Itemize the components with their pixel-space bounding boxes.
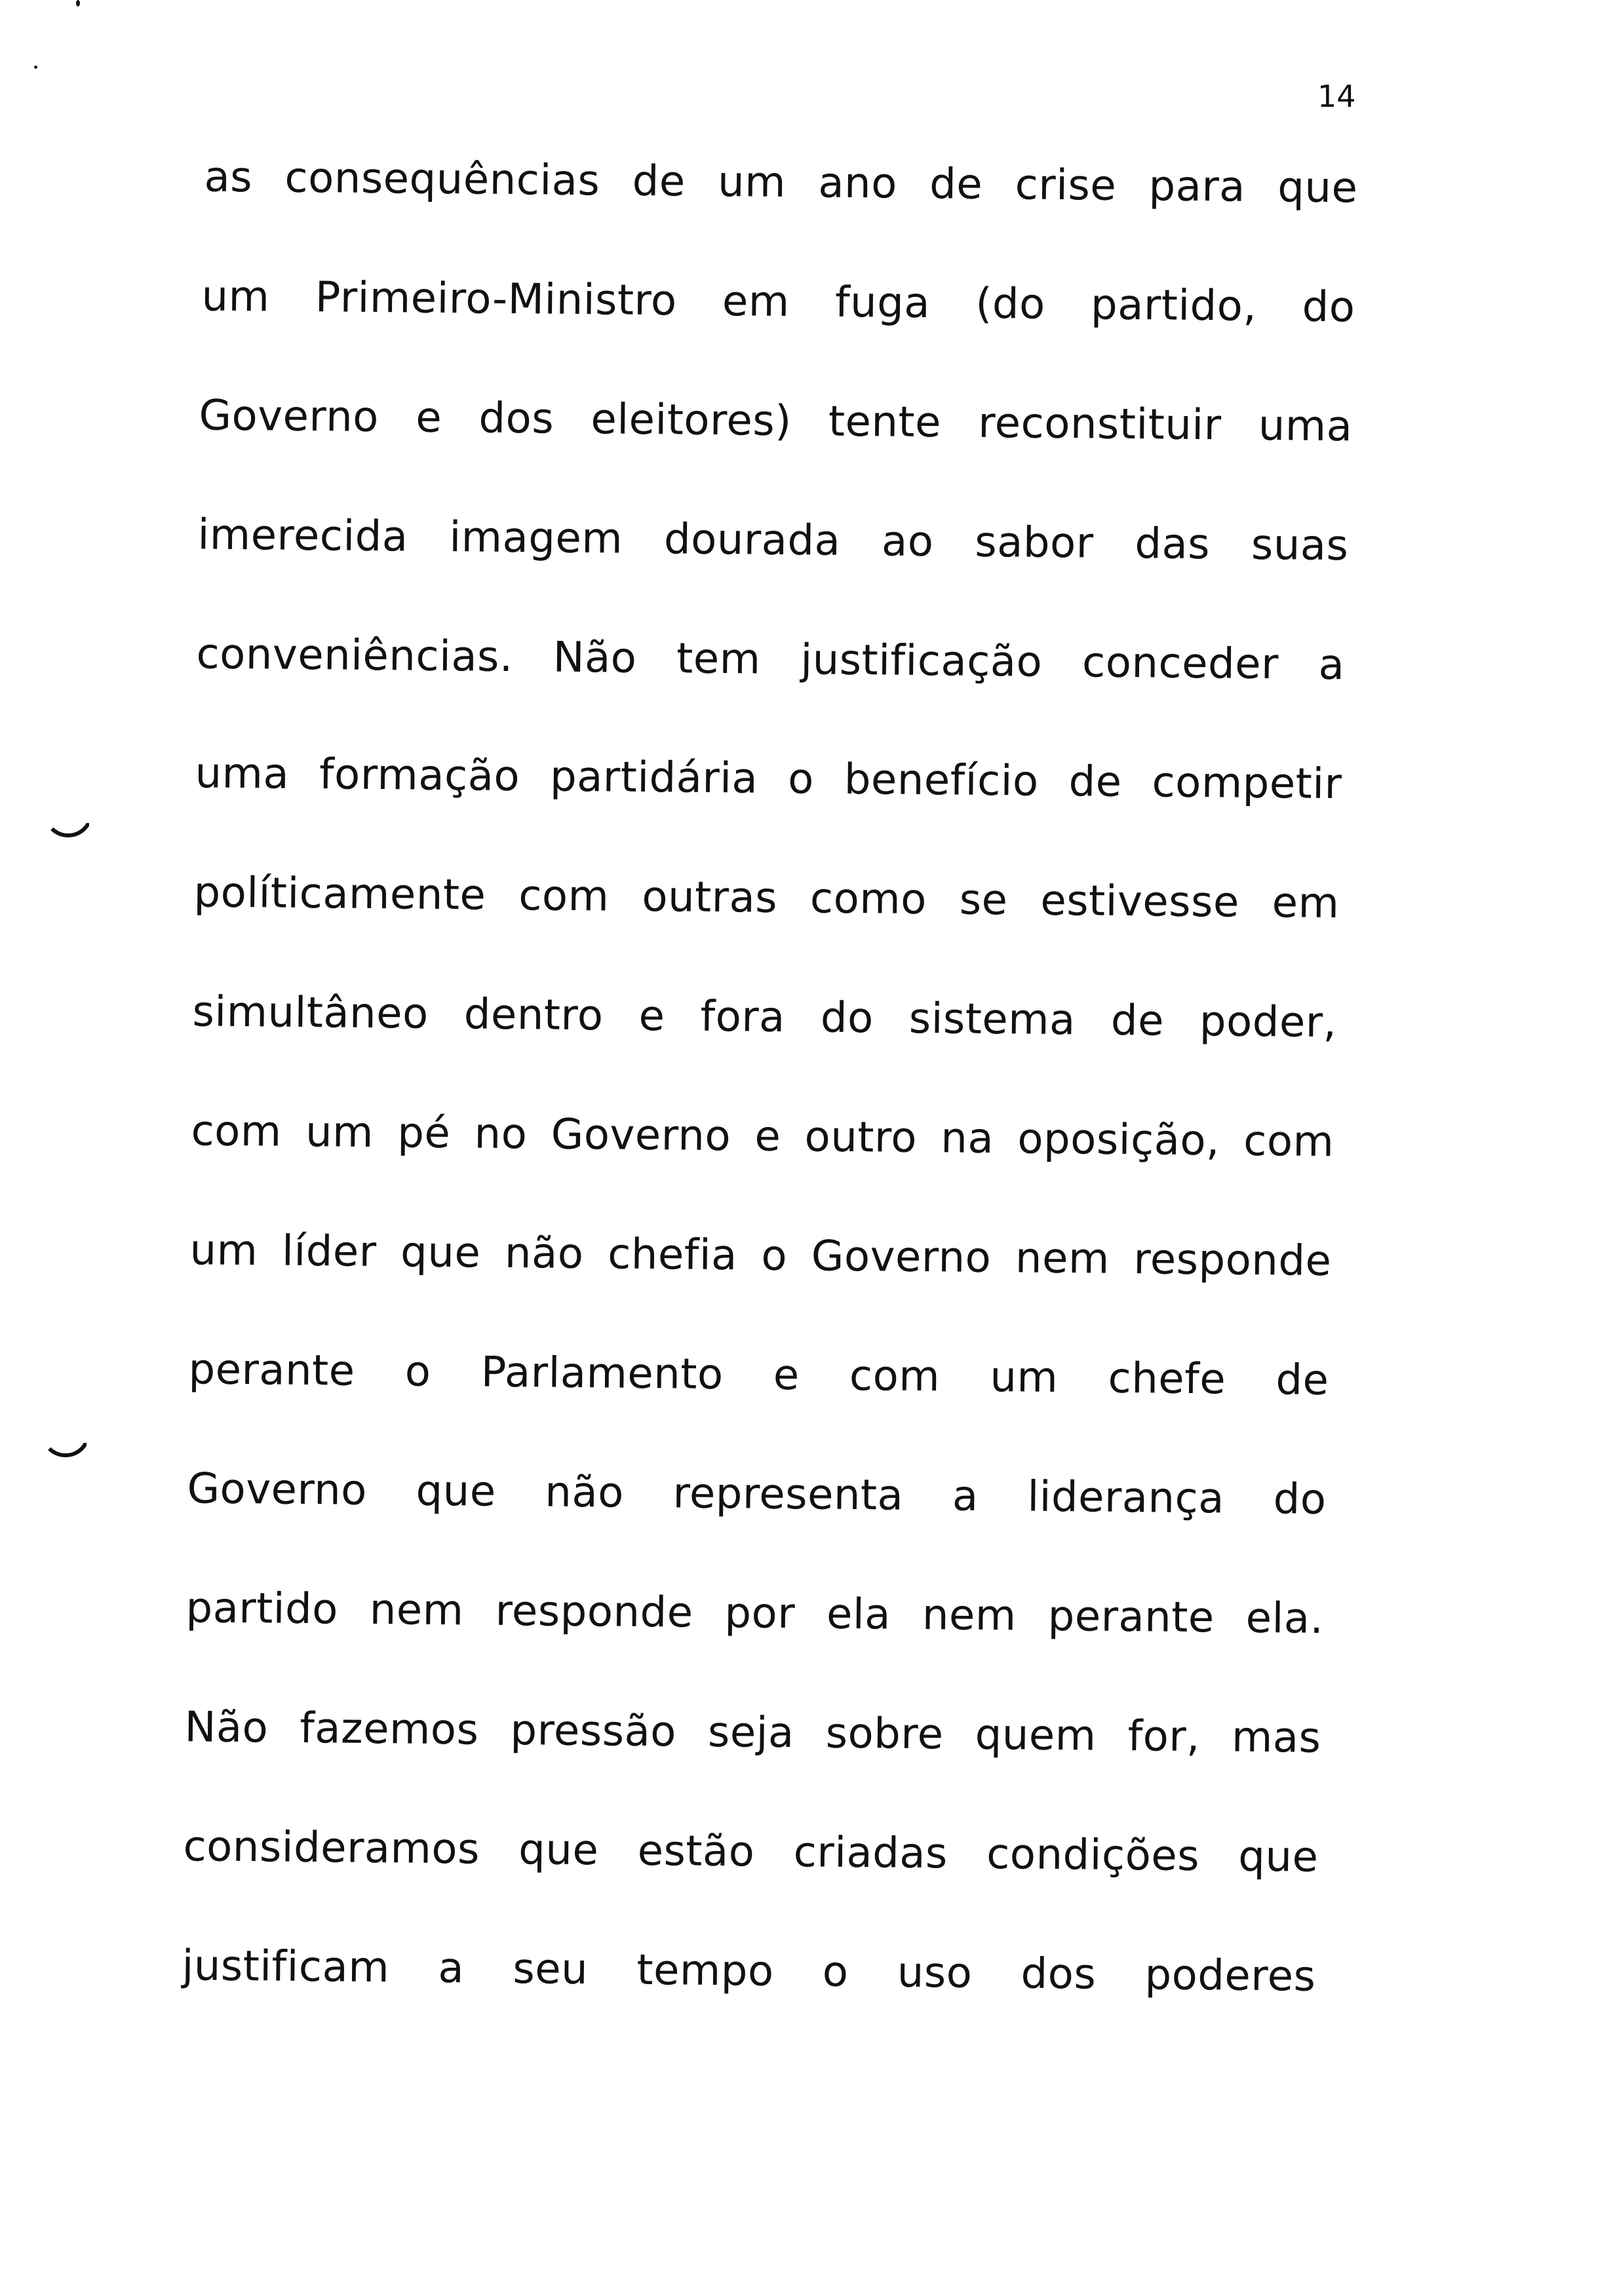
text-line: consideramos que estão criadas condições que [183, 1822, 1319, 1882]
text-line: com um pé no Governo e outro na oposição, com [191, 1107, 1334, 1167]
text-line: Governo e dos eleitores) tente reconstituir uma [199, 391, 1353, 451]
text-line: partido nem responde por ela nem perante ela. [185, 1584, 1324, 1643]
text-line: um Primeiro-Ministro em fuga (do partido, do [201, 272, 1355, 332]
document-body [170, 144, 1370, 2052]
text-line: imerecida imagem dourada ao sabor das suas [197, 510, 1349, 571]
scan-speck [76, 0, 80, 7]
margin-mark [43, 813, 93, 837]
text-line: um líder que não chefia o Governo nem responde [189, 1226, 1332, 1286]
text-line: perante o Parlamento e com um chefe de [188, 1345, 1329, 1405]
text-line: as consequências de um ano de crise para que [204, 153, 1358, 213]
text-line: uma formação partidária o benefício de competir [195, 749, 1342, 809]
page-number: 14 [1317, 79, 1356, 114]
text-line: conveniências. Não tem justificação conceder a [196, 630, 1345, 690]
text-line: justificam a seu tempo o uso dos poderes [182, 1942, 1316, 2001]
text-line: políticamente com outras como se estivesse em [193, 868, 1340, 928]
scan-speck [34, 66, 37, 69]
text-line: Não fazemos pressão seja sobre quem for, mas [184, 1703, 1321, 1763]
text-line: simultâneo dentro e fora do sistema de poder, [192, 987, 1337, 1048]
text-line: Governo que não representa a liderança do [187, 1464, 1327, 1524]
margin-mark [41, 1432, 90, 1457]
